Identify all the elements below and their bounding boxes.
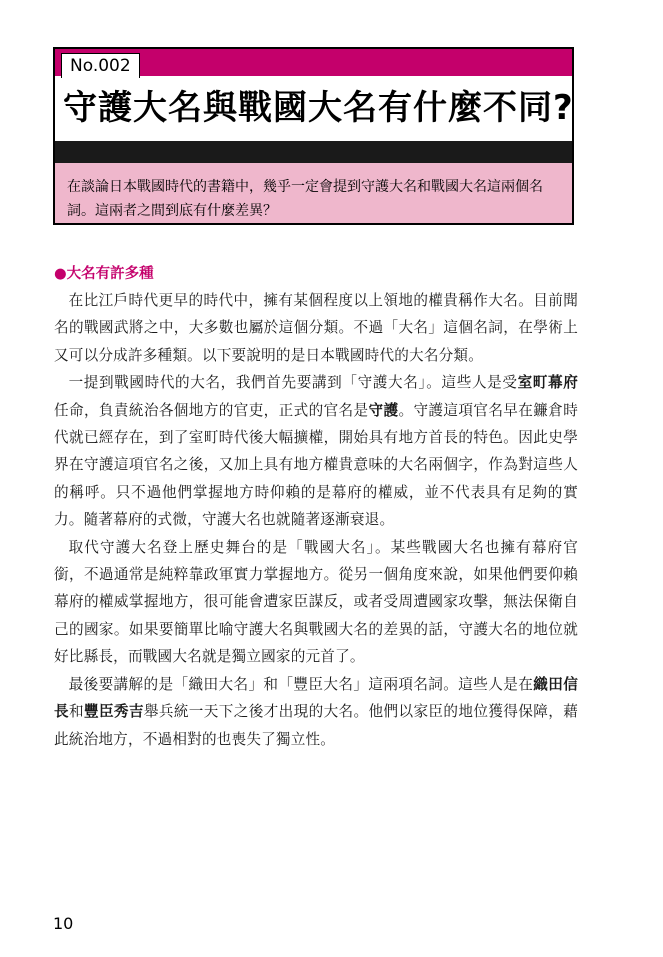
- header-black-bar: [55, 141, 572, 163]
- term-shugo: 守護: [368, 401, 399, 419]
- paragraph-2-text-2: 任命，負責統治各個地方的官吏，正式的官名是: [54, 401, 369, 419]
- intro-box: 在談論日本戰國時代的書籍中，幾乎一定會提到守護大名和戰國大名這兩個名詞。這兩者之間到底有什麼差異？: [55, 163, 572, 223]
- paragraph-3: 取代守護大名登上歷史舞台的是「戰國大名」。某些戰國大名也擁有幕府官銜，不過通常是純粹靠政軍實力掌握地方。從另一個角度來說，如果他們要仰賴幕府的權威掌握地方，很可能會遭家臣謀反，或者受周遭國家攻擊，無法保衛自己的國家。如果要簡單比喻守護大名與戰國大名的差異的話，守護大名的地位就好比縣長，而戰國大名就是獨立國家的元首了。: [54, 538, 578, 666]
- paragraph-2-text-3: 。守護這項官名早在鐮倉時代就已經存在，到了室町時代後大幅擴權，開始具有地方首長的特色。因此史學界在守護這項官名之後，又加上具有地方權貴意味的大名兩個字，作為對這些人的稱呼。只不過他們掌握地方時仰賴的是幕府的權威，並不代表具有足夠的實力。隨著幕府的式微，守護大名也就隨著逐漸衰退。: [54, 401, 579, 529]
- paragraph-4: [54, 671, 578, 753]
- paragraph-1: 在比江戶時代更早的時代中，擁有某個程度以上領地的權貴稱作大名。目前聞名的戰國武將之中，大多數也屬於這個分類。不過「大名」這個名詞，在學術上又可以分成許多種類。以下要說明的是日本戰國時代的大名分類。: [54, 292, 578, 364]
- page-number: 10: [53, 914, 74, 933]
- chapter-header: [53, 47, 574, 225]
- section-heading: ●大名有許多種: [54, 266, 154, 282]
- paragraph-4-text-1: 最後要講解的是「織田大名」和「豐臣大名」這兩項名詞。這些人是在: [68, 675, 534, 693]
- paragraph-2-text-1: 一提到戰國時代的大名，我們首先要講到「守護大名」。這些人是受: [68, 374, 518, 392]
- chapter-title: 守護大名與戰國大名有什麼不同?: [63, 88, 574, 128]
- body-text: [54, 287, 578, 753]
- paragraph-4-text-2: 和: [68, 703, 84, 721]
- paragraph-4-text-3: 舉兵統一天下之後才出現的大名。他們以家臣的地位獲得保障，藉此統治地方，不過相對的也喪失了獨立性。: [54, 703, 578, 748]
- paragraph-2: [54, 369, 578, 533]
- term-toyotomi-hideyoshi: 豐臣秀吉: [83, 703, 144, 721]
- term-oda-nobunaga: 織田信長: [54, 675, 579, 721]
- chapter-number: No.002: [61, 53, 140, 78]
- term-muromachi-bakufu: 室町幕府: [517, 374, 578, 392]
